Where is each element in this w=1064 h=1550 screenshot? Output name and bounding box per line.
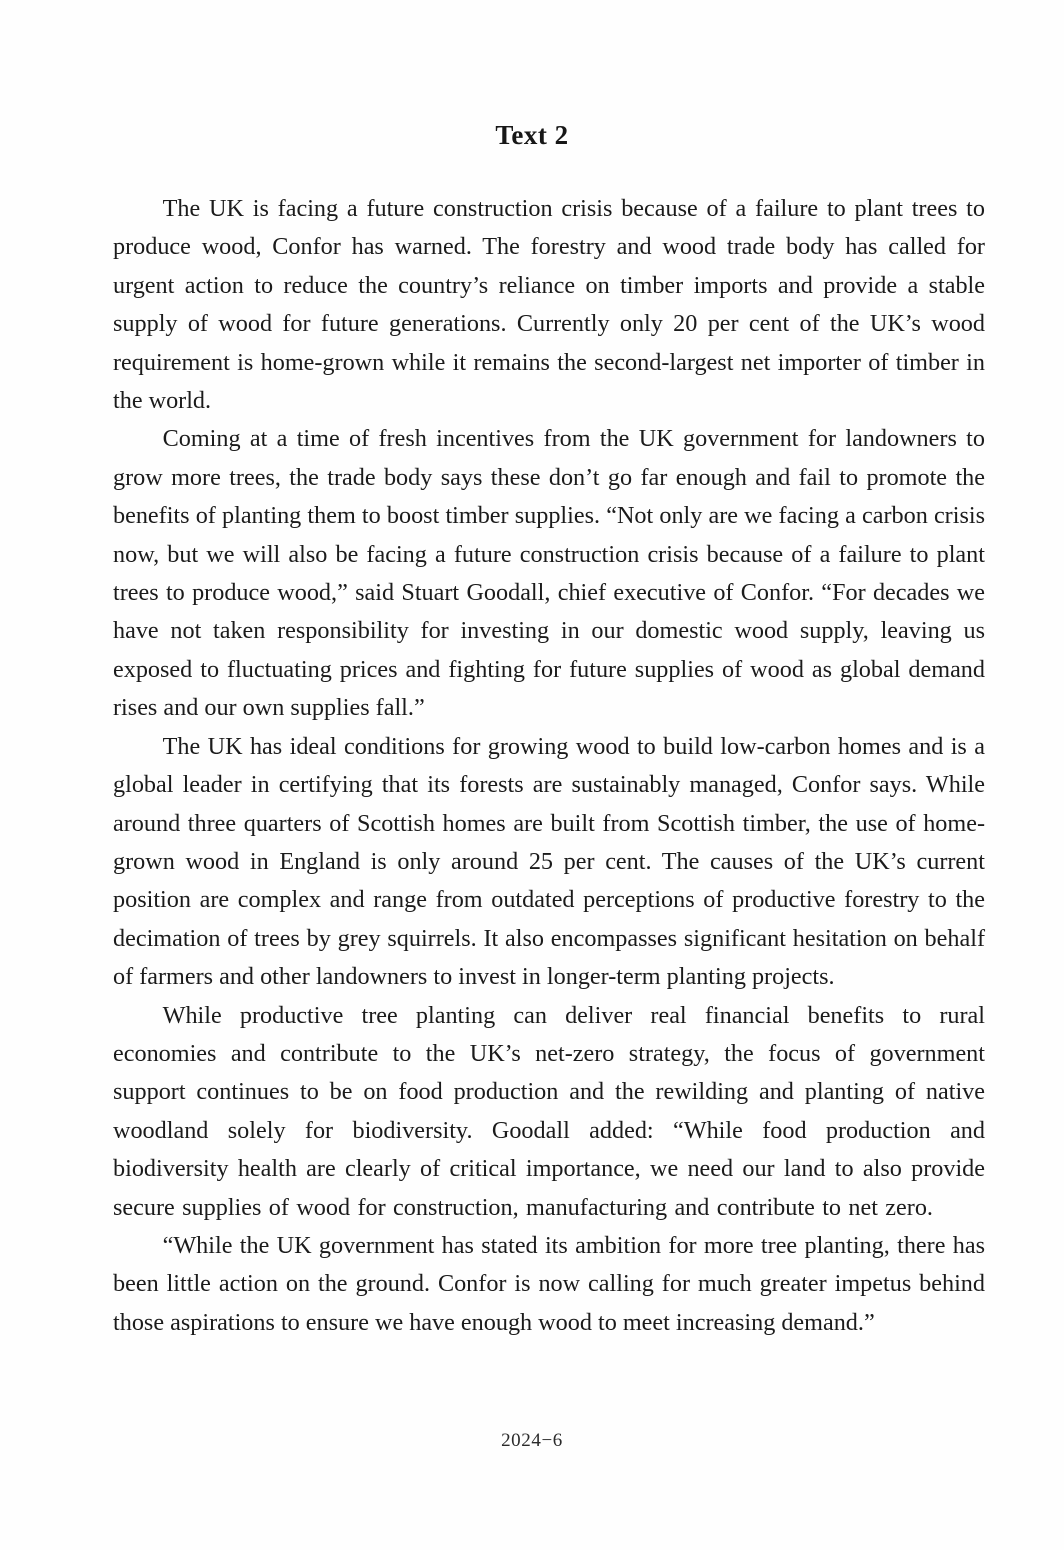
article-body [113,190,985,1342]
paragraph-5: “While the UK government has stated its ambition for more tree planting, there has been little action on the ground. Confor is now calling for much greater impetus behind those aspirations to ensure we have enough wood to meet increasing demand.” [113,1231,985,1336]
page-title: Text 2 [495,120,569,150]
paragraph-3: The UK has ideal conditions for growing wood to build low-carbon homes and is a global leader in certifying that its forests are sustainably managed, Confor says. While around three quarters of Scottish homes are built from Scottish timber, the use of home-grown wood in England is only around 25 per cent. The causes of the UK’s current position are complex and range from outdated perceptions of productive forestry to the decimation of trees by grey squirrels. It also encompasses significant hesitation on behalf of farmers and other landowners to invest in longer-term planting projects. [113,732,985,991]
paragraph-1: The UK is facing a future construction crisis because of a failure to plant trees to produce wood, Confor has warned. The forestry and wood trade body has called for urgent action to reduce the country’s reliance on timber imports and provide a stable supply of wood for future generations. Currently only 20 per cent of the UK’s wood requirement is home-grown while it remains the second-largest net importer of timber in the world. [113,195,985,415]
page-footer: 2024−6 [501,1430,563,1451]
paragraph-2: Coming at a time of fresh incentives from the UK government for landowners to grow more trees, the trade body says these don’t go far enough and fail to promote the benefits of planting them to boost timber supplies. “Not only are we facing a carbon crisis now, but we will also be facing a future construction crisis because of a failure to plant trees to produce wood,” said Stuart Goodall, chief executive of Confor. “For decades we have not taken responsibility for investing in our domestic wood supply, leaving us exposed to fluctuating prices and fighting for future supplies of wood as global demand rises and our own supplies fall.” [113,425,985,722]
paragraph-4: While productive tree planting can deliver real financial benefits to rural economies and contribute to the UK’s net-zero strategy, the focus of government support continues to be on food production and the rewilding and planting of native woodland solely for biodiversity. Goodall added: “While food production and biodiversity health are clearly of critical importance, we need our land to also provide secure supplies of wood for construction, manufacturing and contribute to net zero. [113,1001,985,1221]
